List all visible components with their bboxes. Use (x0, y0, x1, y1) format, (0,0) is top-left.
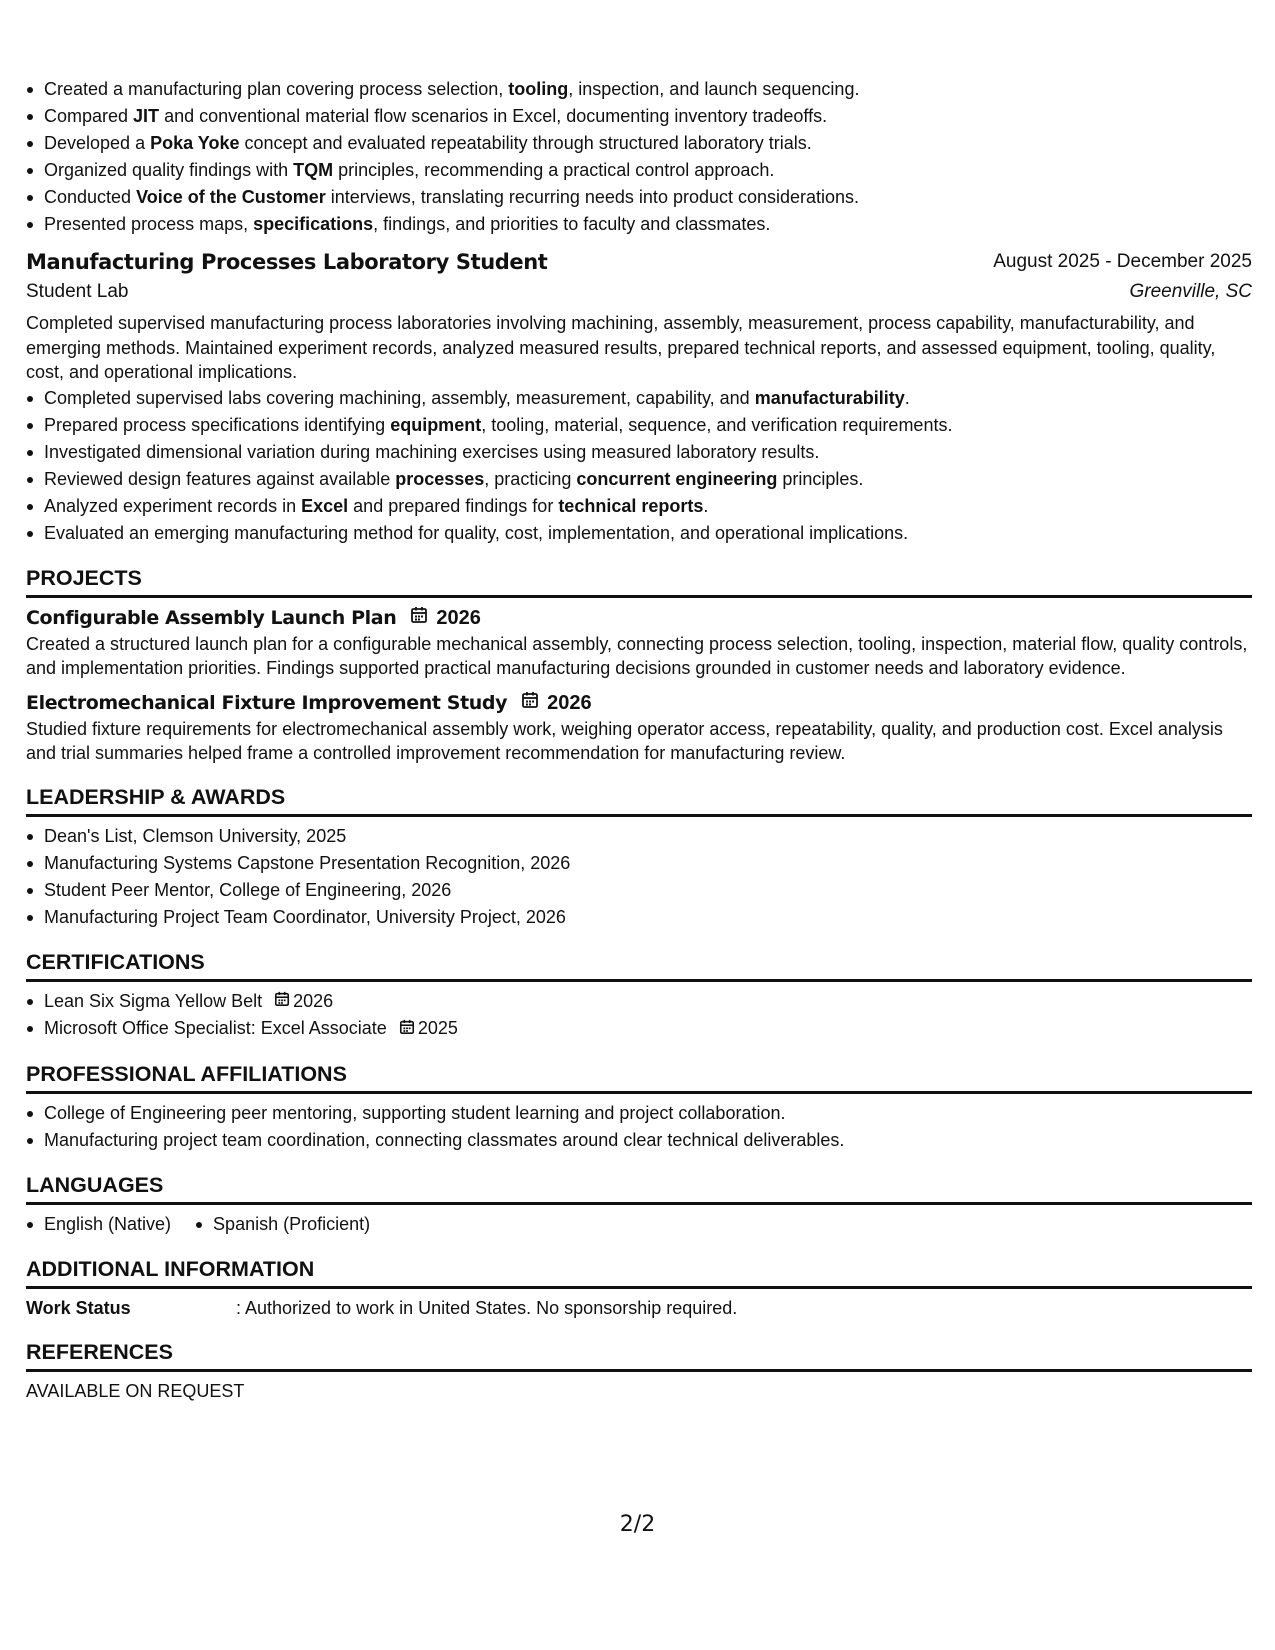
role-title: Manufacturing Processes Laboratory Student (26, 250, 548, 274)
calendar-icon (274, 988, 290, 1015)
languages-heading: LANGUAGES (26, 1170, 1252, 1205)
list-item: Completed supervised labs covering machining, assembly, measurement, capability, and manufacturability. (44, 385, 1252, 412)
list-item: Dean's List, Clemson University, 2025 (44, 823, 1252, 850)
cert-year: 2026 (293, 990, 334, 1011)
role-bullets (26, 385, 1252, 547)
project-year: 2026 (547, 691, 592, 714)
project-header (26, 604, 1252, 632)
list-item: English (Native) (44, 1211, 171, 1238)
role-dates: August 2025 - December 2025 (993, 251, 1252, 272)
cert-year: 2025 (417, 1018, 458, 1039)
list-item: College of Engineering peer mentoring, supporting student learning and project collaboration. (44, 1100, 1252, 1127)
cert-name: Microsoft Office Specialist: Excel Associate (44, 1018, 387, 1039)
list-item: Manufacturing Systems Capstone Presentation Recognition, 2026 (44, 850, 1252, 877)
list-item: Reviewed design features against available processes, practicing concurrent engineering principles. (44, 466, 1252, 493)
calendar-icon (399, 1016, 415, 1043)
additional-info-heading: ADDITIONAL INFORMATION (26, 1254, 1252, 1289)
project-title: Configurable Assembly Launch Plan (26, 606, 397, 629)
certifications-heading: CERTIFICATIONS (26, 947, 1252, 982)
calendar-icon (521, 689, 539, 717)
references-heading: REFERENCES (26, 1337, 1252, 1372)
list-item: Conducted Voice of the Customer interviews, translating recurring needs into product considerations. (44, 184, 1252, 211)
references-text: AVAILABLE ON REQUEST (26, 1381, 245, 1401)
leadership-list (26, 823, 1252, 931)
project-title: Electromechanical Fixture Improvement Study (26, 691, 508, 714)
list-item: Presented process maps, specifications, findings, and priorities to faculty and classmates. (44, 211, 1252, 238)
role-summary: Completed supervised manufacturing process laboratories involving machining, assembly, measurement, process capability, manufacturability, and emerging methods. Maintained experiment records, analyzed measured results, prepared technical reports, and assessed equipment, tooling, quality, cost, and operational implications. (26, 313, 1216, 382)
list-item: Developed a Poka Yoke concept and evaluated repeatability through structured laboratory trials. (44, 130, 1252, 157)
list-item: Evaluated an emerging manufacturing method for quality, cost, implementation, and operational implications. (44, 520, 1252, 547)
list-item (44, 988, 1252, 1016)
project-description: Studied fixture requirements for electromechanical assembly work, weighing operator access, repeatability, quality, and production cost. Excel analysis and trial summaries helped frame a controlled improvement recommendation for manufacturing review. (26, 718, 1223, 763)
page-number: 2/2 (619, 1512, 656, 1537)
cert-name: Lean Six Sigma Yellow Belt (44, 990, 263, 1011)
list-item: Compared JIT and conventional material flow scenarios in Excel, documenting inventory tradeoffs. (44, 103, 1252, 130)
project-description: Created a structured launch plan for a configurable mechanical assembly, connecting process selection, tooling, inspection, material flow, quality controls, and implementation priorities. Findings supported practical manufacturing decisions grounded in customer needs and laboratory evidence. (26, 633, 1248, 678)
role-organization: Student Lab (26, 281, 129, 302)
leadership-heading: LEADERSHIP & AWARDS (26, 782, 1252, 817)
project-year: 2026 (436, 606, 481, 629)
list-item: Organized quality findings with TQM principles, recommending a practical control approach. (44, 157, 1252, 184)
list-item: Analyzed experiment records in Excel and prepared findings for technical reports. (44, 493, 1252, 520)
list-item: Prepared process specifications identifying equipment, tooling, material, sequence, and verification requirements. (44, 412, 1252, 439)
list-item: Manufacturing project team coordination, connecting classmates around clear technical deliverables. (44, 1127, 1252, 1154)
list-item: Investigated dimensional variation during machining exercises using measured laboratory results. (44, 439, 1252, 466)
resume-page-2 (26, 76, 1252, 1404)
previous-role-bullets (26, 76, 1252, 238)
work-status-row (26, 1295, 1252, 1321)
certifications-list (26, 988, 1252, 1044)
list-item: Manufacturing Project Team Coordinator, University Project, 2026 (44, 904, 1252, 931)
role-location: Greenville, SC (1129, 281, 1252, 302)
calendar-icon (410, 604, 428, 632)
affiliations-list (26, 1100, 1252, 1154)
projects-heading: PROJECTS (26, 563, 1252, 598)
list-item: Student Peer Mentor, College of Engineering, 2026 (44, 877, 1252, 904)
work-status-value: : Authorized to work in United States. No sponsorship required. (236, 1298, 738, 1318)
languages-list (26, 1211, 1252, 1238)
list-item (44, 1015, 1252, 1043)
role-header (26, 248, 1252, 276)
role-subheader (26, 276, 1252, 307)
work-status-label: Work Status (26, 1298, 131, 1318)
project-header (26, 689, 1252, 717)
list-item: Spanish (Proficient) (213, 1211, 370, 1238)
list-item: Created a manufacturing plan covering process selection, tooling, inspection, and launch sequencing. (44, 76, 1252, 103)
affiliations-heading: PROFESSIONAL AFFILIATIONS (26, 1059, 1252, 1094)
